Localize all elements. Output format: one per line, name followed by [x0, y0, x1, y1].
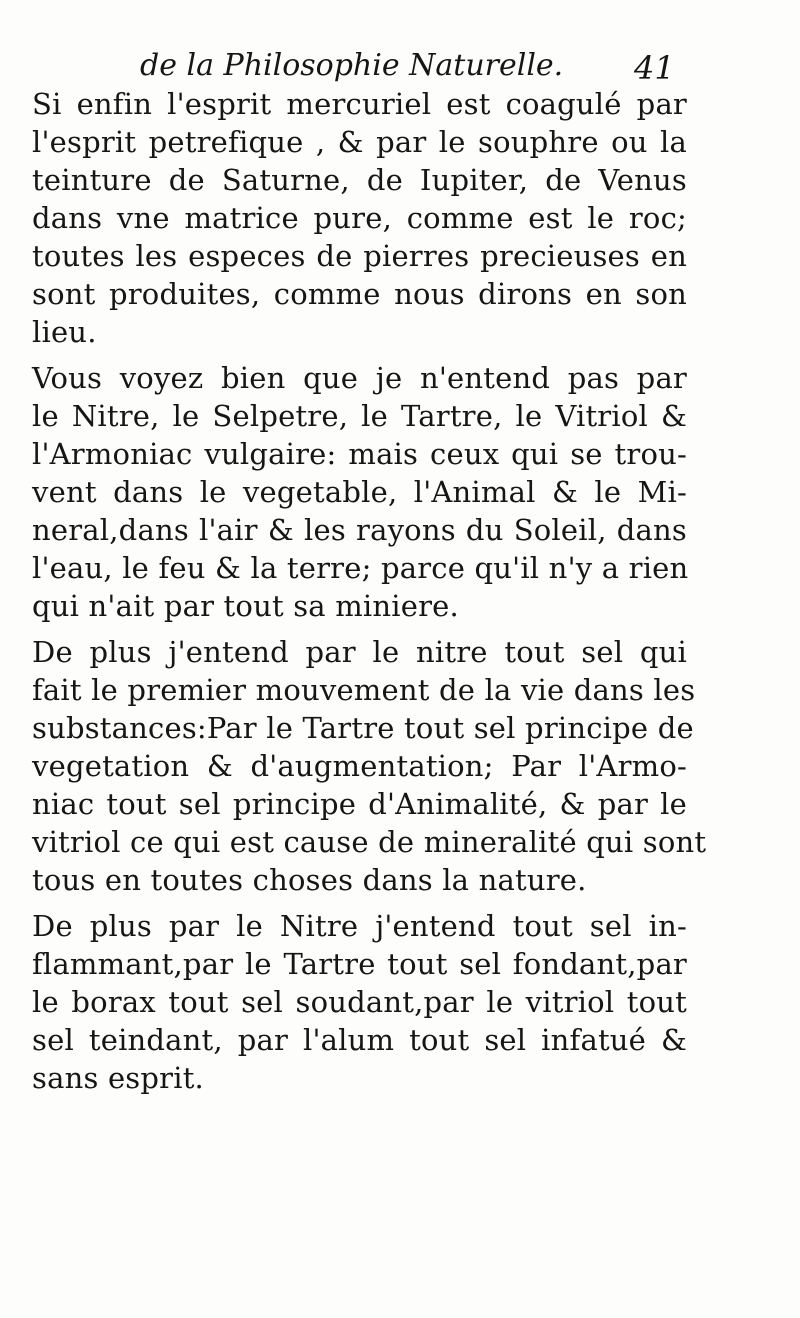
- text-line: l'esprit petrefique , & par le souphre ou la: [32, 125, 687, 159]
- text-line: dans vne matrice pure, comme est le roc;: [32, 201, 687, 235]
- text-line: De plus j'entend par le nitre tout sel qui: [32, 635, 687, 669]
- text-line: Vous voyez bien que je n'entend pas par: [32, 361, 687, 395]
- text-line: teinture de Saturne, de Iupiter, de Venus: [32, 163, 687, 197]
- running-title: de la Philosophie Naturelle.: [140, 48, 564, 83]
- paragraph-1: [32, 85, 687, 351]
- page-body: [32, 85, 707, 1105]
- paragraph-3: [32, 633, 707, 899]
- text-line: le Nitre, le Selpetre, le Tartre, le Vitriol &: [32, 399, 687, 433]
- text-line: qui n'ait par tout sa miniere.: [32, 589, 459, 623]
- text-line: vegetation & d'augmentation; Par l'Armo-: [32, 749, 687, 783]
- text-line: sans esprit.: [32, 1061, 204, 1095]
- text-line: sont produites, comme nous dirons en son: [32, 277, 687, 311]
- text-line: flammant,par le Tartre tout sel fondant,par: [32, 947, 687, 981]
- text-line: lieu.: [32, 315, 97, 349]
- paragraph-2: [32, 359, 687, 625]
- text-line: sel teindant, par l'alum tout sel infatué &: [32, 1023, 687, 1057]
- text-line: tous en toutes choses dans la nature.: [32, 863, 587, 897]
- text-line: De plus par le Nitre j'entend tout sel in-: [32, 909, 687, 943]
- text-line: vent dans le vegetable, l'Animal & le Mi-: [32, 475, 687, 509]
- text-line: le borax tout sel soudant,par le vitriol tout: [32, 985, 687, 1019]
- text-line: l'eau, le feu & la terre; parce qu'il n'y a rien: [32, 551, 689, 585]
- text-line: fait le premier mouvement de la vie dans les: [32, 673, 696, 707]
- paragraph-4: [32, 907, 687, 1097]
- page-number: 41: [634, 49, 675, 87]
- text-line: substances:Par le Tartre tout sel principe de: [32, 711, 694, 745]
- text-line: toutes les especes de pierres precieuses en: [32, 239, 687, 273]
- text-line: neral,dans l'air & les rayons du Soleil, dans: [32, 513, 687, 547]
- text-line: l'Armoniac vulgaire: mais ceux qui se trou-: [32, 437, 687, 471]
- text-line: niac tout sel principe d'Animalité, & par le: [32, 787, 687, 821]
- text-line: vitriol ce qui est cause de mineralité qui sont: [32, 825, 707, 859]
- text-line: Si enfin l'esprit mercuriel est coagulé par: [32, 87, 687, 121]
